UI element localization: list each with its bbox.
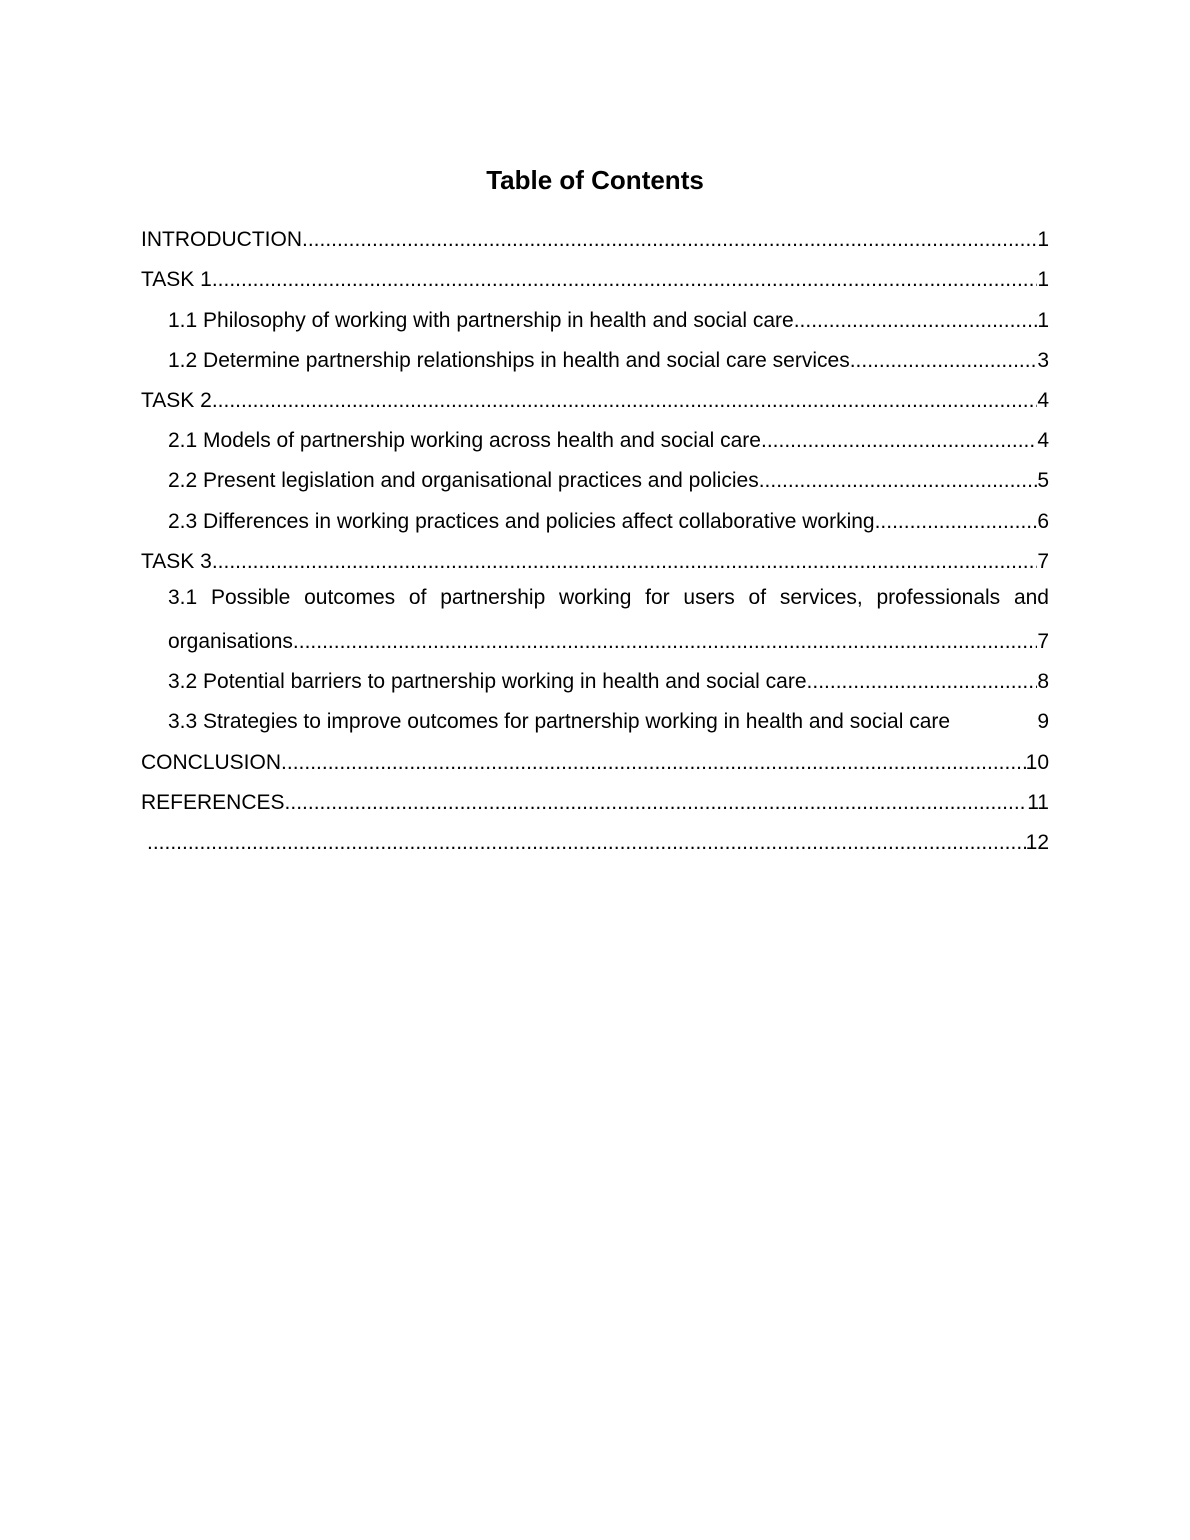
toc-dot-leader <box>147 825 1026 861</box>
toc-entry-3-1[interactable] <box>141 580 1049 620</box>
toc-entry-label: 1.2 Determine partnership relationships in health and social care services <box>168 348 850 372</box>
toc-entry-3-2[interactable] <box>141 660 1049 700</box>
toc-page-number: 4 <box>1037 388 1049 412</box>
toc-page-number: 5 <box>1037 469 1049 493</box>
toc-dot-leader <box>293 624 1037 660</box>
toc-entry-label: 2.1 Models of partnership working across health and social care <box>168 429 761 453</box>
toc-entry-task-3[interactable] <box>141 540 1049 580</box>
toc-entry-references[interactable] <box>141 781 1049 821</box>
toc-entry-label: 3.2 Potential barriers to partnership working in health and social care <box>168 670 807 694</box>
toc-entry-label: 3.3 Strategies to improve outcomes for partnership working in health and social care <box>168 710 951 734</box>
toc-entry-label: TASK 2 <box>141 388 212 412</box>
toc-entry-3-1-continued[interactable] <box>141 620 1049 660</box>
toc-entry-label: 1.1 Philosophy of working with partnership in health and social care <box>168 308 794 332</box>
toc-dot-leader <box>302 222 1037 258</box>
toc-entry-2-1[interactable] <box>141 419 1049 459</box>
toc-dot-leader <box>794 303 1038 339</box>
toc-dot-leader <box>212 544 1038 580</box>
toc-page-number: 7 <box>1037 630 1049 654</box>
toc-dot-leader <box>875 504 1038 540</box>
toc-dot-leader <box>285 785 1028 821</box>
toc-dot-leader <box>761 423 1037 459</box>
toc-page-number: 1 <box>1037 268 1049 292</box>
toc-entry-1-1[interactable] <box>141 298 1049 338</box>
toc-entry-2-2[interactable] <box>141 459 1049 499</box>
toc-entry-label: INTRODUCTION <box>141 228 302 252</box>
toc-page-number: 6 <box>1037 509 1049 533</box>
toc-entry-3-3[interactable] <box>141 700 1049 740</box>
toc-entry-task-1[interactable] <box>141 258 1049 298</box>
toc-dot-leader <box>212 262 1038 298</box>
toc-dot-leader <box>850 343 1038 379</box>
toc-dot-leader <box>759 463 1038 499</box>
toc-entry-label: REFERENCES <box>141 790 285 814</box>
toc-page-number: 12 <box>1025 831 1049 854</box>
table-of-contents <box>141 218 1049 861</box>
toc-page-number: 8 <box>1037 670 1049 694</box>
toc-page-number: 10 <box>1025 750 1049 774</box>
toc-entry-task-2[interactable] <box>141 379 1049 419</box>
toc-entry-label: 2.2 Present legislation and organisational practices and policies <box>168 469 759 493</box>
toc-entry-conclusion[interactable] <box>141 740 1049 780</box>
toc-page-number: 4 <box>1037 429 1049 453</box>
toc-page-number: 9 <box>1037 710 1049 734</box>
toc-entry-1-2[interactable] <box>141 339 1049 379</box>
toc-dot-leader <box>807 664 1038 700</box>
toc-page-number: 11 <box>1027 790 1049 814</box>
toc-entry-introduction[interactable] <box>141 218 1049 258</box>
toc-entry-untitled[interactable] <box>141 821 1049 861</box>
toc-entry-label: TASK 1 <box>141 268 212 292</box>
toc-title: Table of Contents <box>486 165 704 195</box>
toc-entry-label: CONCLUSION <box>141 750 282 774</box>
toc-entry-2-3[interactable] <box>141 499 1049 539</box>
toc-entry-label: 2.3 Differences in working practices and policies affect collaborative working <box>168 509 875 533</box>
toc-entry-label: TASK 3 <box>141 549 212 573</box>
toc-page-number: 3 <box>1037 348 1049 372</box>
toc-entry-label: 3.1 Possible outcomes of partnership working for users of services, professionals and <box>168 585 1049 609</box>
toc-page-number: 1 <box>1037 308 1049 332</box>
toc-dot-leader <box>212 383 1038 419</box>
toc-dot-leader <box>281 745 1026 781</box>
toc-page-number: 7 <box>1037 549 1049 573</box>
toc-page-number: 1 <box>1037 228 1049 252</box>
toc-entry-label: organisations <box>168 630 293 654</box>
